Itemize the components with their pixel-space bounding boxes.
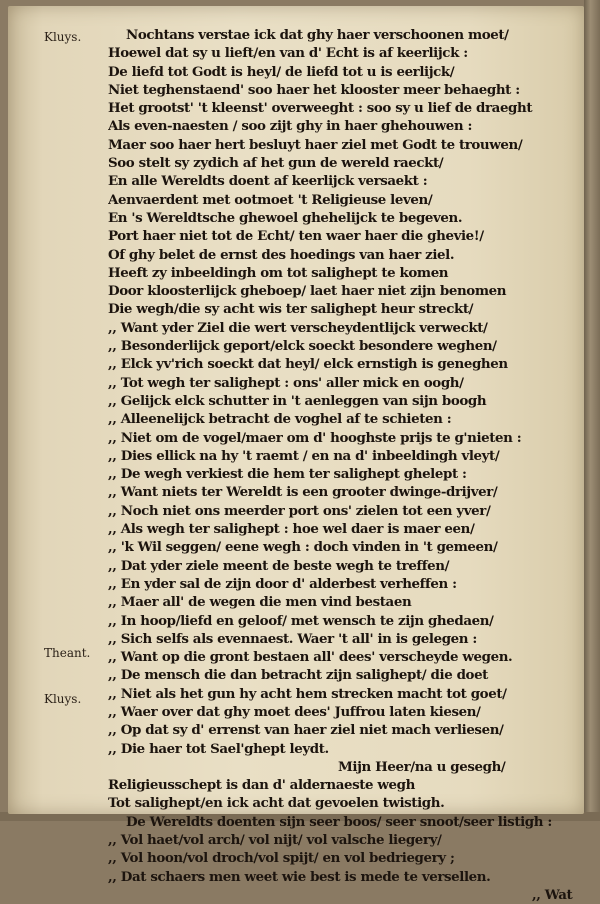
- verse-line: ,, Gelijck elck schutter in 't aenleggen van sijn boogh: [108, 392, 487, 409]
- verse-line: ,, En yder sal de zijn door d' alderbest verheffen :: [108, 575, 457, 592]
- verse-line: ,, Niet als het gun hy acht hem strecken macht tot goet/: [108, 685, 507, 702]
- verse-line: Mijn Heer/na u gesegh/: [338, 758, 506, 775]
- verse-line: Door kloosterlijck gheboep/ laet haer niet zijn benomen: [108, 283, 507, 300]
- verse-line: ,, De wegh verkiest die hem ter salighept ghelept :: [108, 466, 467, 483]
- verse-line: ,, Elck yv'rich soeckt dat heyl/ elck ernstigh is geneghen: [108, 356, 508, 373]
- verse-line: ,, Als wegh ter salighept : hoe wel daer is maer een/: [108, 521, 475, 538]
- verse-line: ,, Maer all' de wegen die men vind bestaen: [108, 594, 412, 611]
- verse-line: ,, Niet om de vogel/maer om d' hooghste prijs te g'nieten :: [108, 429, 522, 446]
- book-page: [8, 6, 584, 903]
- verse-line: Religieusschept is dan d' aldernaeste wegh: [108, 777, 415, 794]
- verse-line: ,, Noch niet ons meerder port ons' zielen tot een yver/: [108, 502, 491, 519]
- verse-line: Niet teghenstaend' soo haer het klooster meer behaeght :: [108, 81, 520, 98]
- verse-line: De liefd tot Godt is heyl/ de liefd tot u is eerlijck/: [108, 63, 455, 80]
- verse-line: ,, 'k Wil seggen/ eene wegh : doch vinden in 't gemeen/: [108, 539, 498, 556]
- verse-line: En 's Wereldtsche ghewoel ghehelijck te begeven.: [108, 209, 463, 226]
- verse-line: ,, Want niets ter Wereldt is een grooter dwinge-drijver/: [108, 484, 498, 501]
- speaker-label: Kluys.: [44, 30, 82, 44]
- verse-line: ,, Die haer tot Sael'ghept leydt.: [108, 740, 329, 757]
- verse-line: ,, Dat schaers men weet wie best is mede te versellen.: [108, 868, 491, 885]
- verse-line: De Wereldts doenten sijn seer boos/ seer snoot/seer listigh :: [126, 813, 552, 830]
- verse-line: ,, Want op die gront bestaen all' dees' verscheyde wegen.: [108, 649, 513, 666]
- verse-line: En alle Wereldts doent af keerlijck versaekt :: [108, 173, 428, 190]
- verse-line: Maer soo haer hert besluyt haer ziel met Godt te trouwen/: [108, 136, 523, 153]
- verse-line: ,, Tot wegh ter salighept : ons' aller mick en oogh/: [108, 374, 464, 391]
- verse-line: Aenvaerdent met ootmoet 't Religieuse leven/: [108, 191, 433, 208]
- catchword: ,, Wat: [532, 886, 573, 903]
- verse-line: ,, Dies ellick na hy 't raemt / en na d' inbeeldingh vleyt/: [108, 447, 500, 464]
- verse-line: Hoewel dat sy u lieft/en van d' Echt is af keerlijck :: [108, 45, 468, 62]
- verse-line: ,, Op dat sy d' errenst van haer ziel niet mach verliesen/: [108, 722, 504, 739]
- verse-line: Tot salighept/en ick acht dat gevoelen twistigh.: [108, 795, 445, 812]
- verse-line: ,, De mensch die dan betracht zijn salighept/ die doet: [108, 667, 488, 684]
- verse-line: ,, Sich selfs als evennaest. Waer 't all' in is gelegen :: [108, 630, 477, 647]
- verse-line: ,, Waer over dat ghy moet dees' Juffrou laten kiesen/: [108, 703, 481, 720]
- verse-line: Of ghy belet de ernst des hoedings van haer ziel.: [108, 246, 455, 263]
- verse-line: ,, Besonderlijck geport/elck soeckt besondere weghen/: [108, 338, 497, 355]
- book-edge: [584, 0, 600, 821]
- verse-line: Als even-naesten / soo zijt ghy in haer ghehouwen :: [108, 118, 473, 135]
- speaker-label: Kluys.: [44, 692, 82, 706]
- verse-line: ,, Alleenelijck betracht de voghel af te schieten :: [108, 411, 452, 428]
- verse-line: Nochtans verstae ick dat ghy haer verschoonen moet/: [126, 27, 509, 43]
- verse-line: Het grootst' 't kleenst' overweeght : soo sy u lief de draeght: [108, 100, 533, 117]
- verse-line: ,, Vol haet/vol arch/ vol nijt/ vol valsche liegery/: [108, 832, 442, 849]
- verse-line: Soo stelt sy zydich af het gun de wereld raeckt/: [108, 155, 444, 172]
- verse-line: ,, In hoop/liefd en geloof/ met wensch te zijn ghedaen/: [108, 612, 494, 629]
- verse-line: Die wegh/die sy acht wis ter salighept heur streckt/: [108, 301, 474, 318]
- verse-line: ,, Dat yder ziele meent de beste wegh te treffen/: [108, 557, 450, 574]
- verse-line: Port haer niet tot de Echt/ ten waer haer die ghevie!/: [108, 228, 484, 245]
- speaker-label: Theant.: [44, 646, 91, 660]
- verse-line: Heeft zy inbeeldingh om tot salighept te komen: [108, 264, 449, 281]
- verse-text: [108, 26, 578, 904]
- verse-line: ,, Vol hoon/vol droch/vol spijt/ en vol bedriegery ;: [108, 850, 455, 867]
- verse-line: ,, Want yder Ziel die wert verscheydentlijck verweckt/: [108, 319, 488, 336]
